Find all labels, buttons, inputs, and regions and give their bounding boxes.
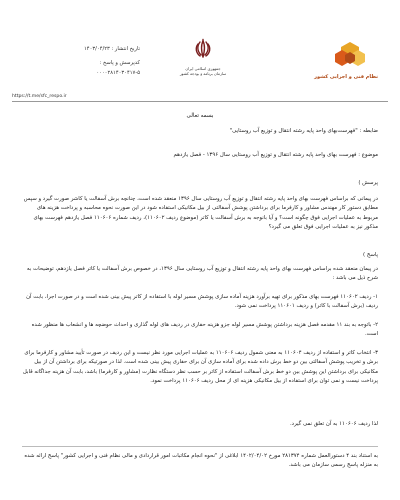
letter-header	[0, 0, 400, 98]
answer-conclusion: لذا ردیف ۱۱۰۶۰۶ به آن تعلق نمی گیرد.	[289, 421, 378, 427]
answer-item-1: ۱- ردیف ۱۱۰۶۰۲ فهرست بهای مذکور برای تهیه برآورد هزینه آماده سازی پوشش مسیر لوله با استفاده از کاتر پیش بینی شده است و در صورت اجرا، بابت آن ردیف (برش آسفالت با کاتر) و ردیف ۱۱۰۶۰۱ پرداخت نمی شود.	[26, 294, 378, 310]
hexagon-logo-icon	[332, 40, 368, 72]
answer-intro-paragraph: در پیمان منعقد شده براساس فهرست بهای واحد پایه رشته انتقال و توزیع آب روستایی سال ۱۳۹۶، در خصوص برش آسفالت یا کاتر فصل یازدهم، توضیحات به شرح ذیل می باشد :	[26, 266, 378, 282]
answer-item-3: ۳- انتخاب کاتر و استفاده از ردیف ۱۱۰۶۰۴ به معنی شمول ردیف ۱۱۰۶۰۶ به عملیات اجرایی مورد نظر نیست و این ردیف در صورت تأیید مشاور و کارفرما برای برش و تخریب پوشش آسفالتی بین دو خط برش داده شده برای آماده سازی آن برای حفاری پیش بینی شده است. لذا در صورتیکه برای برداشتن آن از بیل مکانیکی برای برداشتن این پوشش بین دو خط برش آسفالت استفاده از کاتر بر حسب نظر دستگاه نظارت (مشاور و کارفرما) باشد، بابت آن هزینه جداگانه قابل پرداخت نیست و نمی توان برای استفاده از بیل مکانیکی هزینه ای از محل ردیف ۱۱۰۶۰۶ پرداخت نمود.	[22, 350, 378, 385]
national-emblem	[176, 38, 230, 76]
regulation-line: ضابطه : "فهرست‌بهای واحد پایه رشته انتقال و توزیع آب روستایی"	[229, 128, 378, 134]
site-url[interactable]: https://t.me/sfc_respo.ir	[12, 94, 67, 99]
organization-name: نظام فنی و اجرایی کشور	[314, 74, 378, 80]
tracking-label: کدپرسش و پاسخ :	[99, 60, 140, 66]
letter-meta	[20, 44, 140, 78]
publish-date: تاریخ انتشار : ۱۴۰۳/۰۴/۲۳	[84, 46, 140, 52]
bismillah-heading: بسمه تعالی	[186, 113, 214, 119]
tracking-code: ۰۰۰۰۲۸۱۴۰۳۰۴۱۷-۵	[96, 70, 140, 76]
question-heading: پرسش )	[358, 180, 378, 186]
emblem-country-text: جمهوری اسلامی ایران	[185, 66, 221, 71]
footer-divider	[22, 446, 378, 447]
question-paragraph: در پیمانی که براساس فهرست بهای واحد پایه رشته انتقال و توزیع آب روستایی سال ۱۳۹۶ منعقد شده است، چنانچه برش آسفالت یا کاشر صورت گیرد و سپس مطابق دستور کار مهندس مشاور و کارفرما برای برداشتن پوشش آسفالتی از بیل مکانیکی استفاده شود در این صورت نحوه محاسبه و پرداخت هزینه های مربوط به عملیات اجرایی فوق چگونه است؟ و آیا بانوجه به برش آسفالت یا کاتر (موضوع ردیف ۱۱۰۶۰۲)، ردیف شماره ۱۱۰۶۰۶ فصل یازدهم فهرست بهای مذکور نیز به عملیات اجرایی فوق تعلق می گیرد؟	[23, 196, 378, 231]
header-divider	[12, 101, 388, 102]
emblem-icon	[192, 38, 214, 60]
subject-line: موضوع : فهرست بهای واحد پایه رشته انتقال و توزیع آب روستایی سال ۱۳۹۶ - فصل یازدهم	[173, 152, 378, 158]
answer-heading: پاسخ )	[363, 252, 378, 258]
emblem-org-text: سازمان برنامه و بودجه کشور	[179, 71, 227, 76]
answer-item-2: ۲- باتوجه به بند ۱۱ مقدمه فصل هزینه برداشتن پوشش مسیر لوله جزو هزینه حفاری در ردیف های لوله گذاری و احداث حوضچه ها و انشعاب ها منظور شده است.	[31, 322, 378, 338]
organization-logo	[314, 40, 378, 84]
footer-note: به استناد بند ۴ دستورالعمل شماره ۲۸۱۳۷۴ مورخ ۱۴۰۲/۰۴/۰۲ ابلاغی از "نحوه انجام مکاتبات امور قراردادی و مالی نظام فنی و اجرایی کشور" پاسخ ارائه شده به منزله پاسخ رسمی سازمان می باشد.	[24, 453, 378, 469]
